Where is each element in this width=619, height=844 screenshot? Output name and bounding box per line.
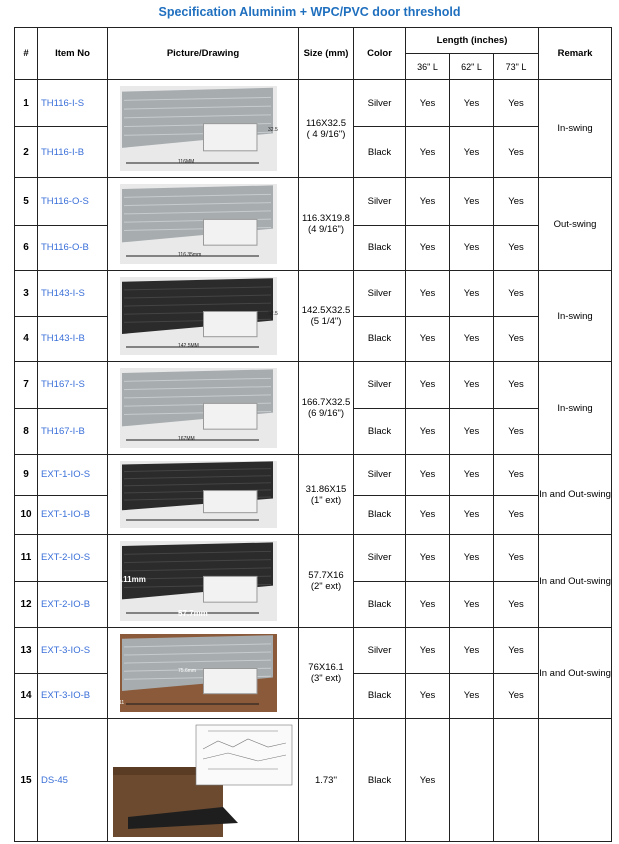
color-cell: Silver [354, 178, 406, 226]
table-row [15, 271, 612, 317]
color-cell: Black [354, 316, 406, 362]
picture-cell [108, 455, 299, 535]
size-inches: (2" ext) [310, 581, 342, 592]
color-cell: Silver [354, 455, 406, 496]
item-number-link[interactable]: DS-45 [38, 719, 108, 842]
length-62-cell: Yes [450, 271, 494, 317]
length-36-cell: Yes [406, 225, 450, 271]
row-number: 2 [15, 127, 38, 178]
table-row [15, 178, 612, 226]
remark-cell: In-swing [539, 362, 612, 455]
length-36-cell: Yes [406, 673, 450, 719]
table-row [15, 535, 612, 582]
size-cell [299, 80, 354, 178]
row-number: 9 [15, 455, 38, 496]
row-number: 6 [15, 225, 38, 271]
item-number-link[interactable]: EXT-3-IO-S [38, 628, 108, 674]
size-inches: (6 9/16") [307, 408, 345, 419]
picture-cell [108, 719, 299, 842]
length-73-cell: Yes [494, 80, 539, 127]
length-36-cell: Yes [406, 719, 450, 842]
item-number-link[interactable]: TH116-I-S [38, 80, 108, 127]
color-cell: Black [354, 127, 406, 178]
length-62-cell: Yes [450, 455, 494, 496]
color-cell: Silver [354, 362, 406, 409]
header-len-36: 36" L [406, 54, 450, 80]
row-number: 14 [15, 673, 38, 719]
item-number-link[interactable]: EXT-2-IO-B [38, 581, 108, 628]
size-cell: 1.73'' [299, 719, 354, 842]
remark-cell: In and Out-swing [539, 535, 612, 628]
row-number: 5 [15, 178, 38, 226]
length-73-cell: Yes [494, 535, 539, 582]
color-cell: Black [354, 225, 406, 271]
length-73-cell: Yes [494, 316, 539, 362]
item-number-link[interactable]: TH116-I-B [38, 127, 108, 178]
length-36-cell: Yes [406, 408, 450, 455]
length-62-cell: Yes [450, 535, 494, 582]
size-cell [299, 628, 354, 719]
profile-drawing [108, 178, 299, 270]
color-cell: Black [354, 581, 406, 628]
picture-cell [108, 178, 299, 271]
length-36-cell: Yes [406, 178, 450, 226]
length-36-cell: Yes [406, 455, 450, 496]
length-36-cell: Yes [406, 495, 450, 535]
dimension-label: 167MM [178, 436, 195, 442]
length-73-cell: Yes [494, 127, 539, 178]
header-remark: Remark [539, 28, 612, 80]
length-62-cell: Yes [450, 316, 494, 362]
length-62-cell: Yes [450, 495, 494, 535]
picture-cell [108, 362, 299, 455]
size-value: 31.86X15 [305, 483, 347, 495]
item-number-link[interactable]: EXT-1-IO-S [38, 455, 108, 496]
color-cell: Black [354, 495, 406, 535]
size-value: 116.3X19.8 [302, 213, 350, 224]
item-number-link[interactable]: EXT-1-IO-B [38, 495, 108, 535]
item-number-link[interactable]: TH116-O-S [38, 178, 108, 226]
dimension-label: 75.6mm [178, 668, 197, 674]
header-len-62: 62" L [450, 54, 494, 80]
size-inches: (1" ext) [310, 494, 342, 506]
size-inches: (4 9/16") [307, 224, 345, 235]
table-row [15, 628, 612, 674]
length-62-cell: Yes [450, 581, 494, 628]
item-number-link[interactable]: TH167-I-S [38, 362, 108, 409]
picture-cell [108, 535, 299, 628]
header-item-no: Item No [38, 28, 108, 80]
profile-drawing [108, 628, 299, 718]
size-inches: (5 1/4") [310, 316, 342, 327]
size-cell [299, 535, 354, 628]
item-number-link[interactable]: TH116-O-B [38, 225, 108, 271]
length-73-cell: Yes [494, 271, 539, 317]
size-cell [299, 455, 354, 535]
row-number: 1 [15, 80, 38, 127]
length-62-cell: Yes [450, 628, 494, 674]
row-number: 7 [15, 362, 38, 409]
table-row [15, 455, 612, 496]
remark-cell: Out-swing [539, 178, 612, 271]
item-number-link[interactable]: TH143-I-B [38, 316, 108, 362]
size-value: 76X16.1 [308, 662, 344, 673]
row-number: 13 [15, 628, 38, 674]
header-size: Size (mm) [299, 28, 354, 80]
length-73-cell: Yes [494, 225, 539, 271]
row-number: 3 [15, 271, 38, 317]
length-36-cell: Yes [406, 581, 450, 628]
picture-cell [108, 271, 299, 362]
spec-table [14, 27, 612, 842]
length-73-cell: Yes [494, 455, 539, 496]
dimension-label: 32.5 [268, 127, 278, 133]
item-number-link[interactable]: TH167-I-B [38, 408, 108, 455]
header-picture: Picture/Drawing [108, 28, 299, 80]
remark-cell: In and Out-swing [539, 628, 612, 719]
dimension-label: 57.7mm [178, 609, 208, 618]
length-73-cell: Yes [494, 495, 539, 535]
row-number: 8 [15, 408, 38, 455]
ds45-drawing [108, 719, 299, 841]
row-number: 12 [15, 581, 38, 628]
remark-cell: In-swing [539, 271, 612, 362]
color-cell: Silver [354, 628, 406, 674]
length-62-cell: Yes [450, 127, 494, 178]
length-62-cell: Yes [450, 225, 494, 271]
length-36-cell: Yes [406, 316, 450, 362]
picture-cell [108, 80, 299, 178]
length-73-cell: Yes [494, 581, 539, 628]
remark-cell: In-swing [539, 80, 612, 178]
color-cell: Black [354, 673, 406, 719]
length-62-cell: Yes [450, 362, 494, 409]
item-number-link[interactable]: TH143-I-S [38, 271, 108, 317]
color-cell: Black [354, 719, 406, 842]
length-62-cell: Yes [450, 178, 494, 226]
remark-cell: In and Out-swing [539, 455, 612, 535]
size-value: 166.7X32.5 [301, 397, 351, 408]
length-73-cell [494, 719, 539, 842]
color-cell: Silver [354, 80, 406, 127]
header-length: Length (inches) [406, 28, 539, 54]
size-value: 142.5X32.5 [301, 305, 351, 316]
dimension-label: 116MM [178, 159, 195, 165]
dimension-label: 142.5MM [178, 343, 199, 349]
header-num: # [15, 28, 38, 80]
dimension-label: 32.5 [268, 311, 278, 317]
length-73-cell: Yes [494, 178, 539, 226]
length-73-cell: Yes [494, 628, 539, 674]
color-cell: Black [354, 408, 406, 455]
size-cell [299, 271, 354, 362]
dimension-label: 116.35mm [178, 252, 202, 258]
picture-cell [108, 628, 299, 719]
profile-drawing [108, 455, 299, 534]
length-62-cell: Yes [450, 673, 494, 719]
length-36-cell: Yes [406, 80, 450, 127]
length-36-cell: Yes [406, 628, 450, 674]
item-number-link[interactable]: EXT-3-IO-B [38, 673, 108, 719]
row-number: 4 [15, 316, 38, 362]
length-62-cell: Yes [450, 408, 494, 455]
dimension-label: 16.11 [112, 700, 125, 706]
color-cell: Silver [354, 535, 406, 582]
length-73-cell: Yes [494, 362, 539, 409]
length-73-cell: Yes [494, 673, 539, 719]
length-36-cell: Yes [406, 362, 450, 409]
length-73-cell: Yes [494, 408, 539, 455]
size-cell [299, 178, 354, 271]
row-number: 15 [15, 719, 38, 842]
size-value: 116X32.5 [306, 117, 346, 129]
length-62-cell [450, 719, 494, 842]
dimension-label: 16.11mm [112, 575, 146, 584]
size-inches: ( 4 9/16") [306, 128, 346, 140]
profile-drawing [108, 362, 299, 454]
row-number: 11 [15, 535, 38, 582]
length-62-cell: Yes [450, 80, 494, 127]
table-row [15, 719, 612, 842]
size-value: 57.7X16 [308, 570, 344, 581]
header-len-73: 73" L [494, 54, 539, 80]
length-36-cell: Yes [406, 271, 450, 317]
size-cell [299, 362, 354, 455]
item-number-link[interactable]: EXT-2-IO-S [38, 535, 108, 582]
table-row [15, 80, 612, 127]
remark-cell [539, 719, 612, 842]
size-inches: (3" ext) [310, 673, 342, 684]
color-cell: Silver [354, 271, 406, 317]
page-title: Specification Aluminim + WPC/PVC door threshold [158, 5, 461, 19]
length-36-cell: Yes [406, 535, 450, 582]
table-row [15, 362, 612, 409]
row-number: 10 [15, 495, 38, 535]
header-color: Color [354, 28, 406, 80]
length-36-cell: Yes [406, 127, 450, 178]
